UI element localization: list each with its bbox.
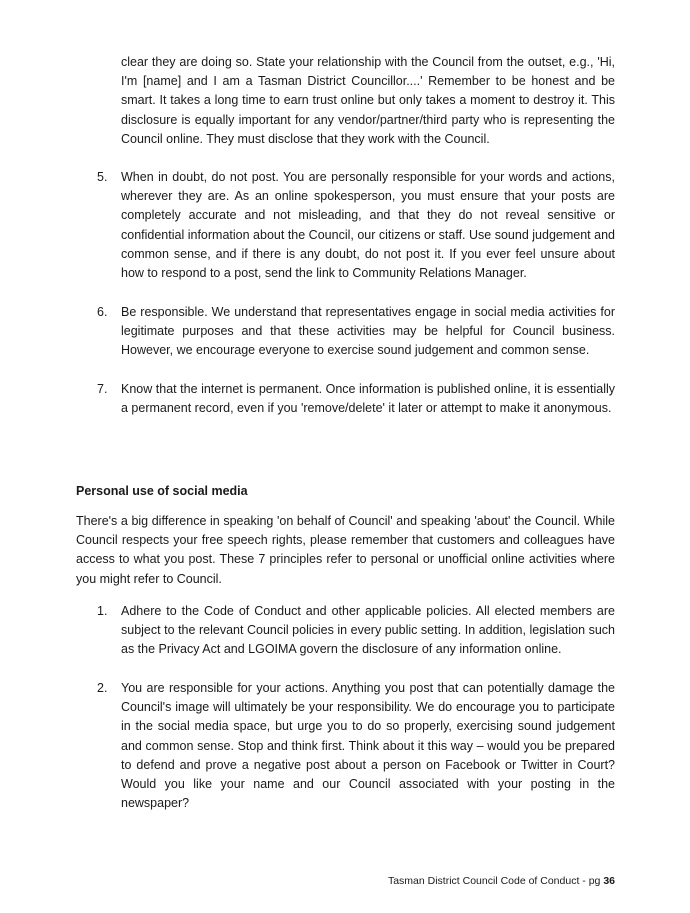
list-item-1 [97, 602, 615, 660]
list-item-2 [97, 679, 615, 813]
list-number: 5. [97, 170, 108, 184]
list-item-6 [97, 303, 615, 361]
list-number: 6. [97, 305, 108, 319]
list-number: 7. [97, 382, 108, 396]
list-item-5 [97, 168, 615, 283]
footer-label: Tasman District Council Code of Conduct - pg [387, 875, 601, 887]
list-item-text: Know that the internet is permanent. Once information is published online, it is essentially a permanent record, even if you 'remove/delete' it later or attempt to make it anonymous. [121, 382, 615, 416]
list-item-text: You are responsible for your actions. Anything you post that can potentially damage the Council's image will ultimately be your responsibility. We do encourage you to participate in the social media space, but urge you to do so properly, exercising sound judgement and common sense. Stop and think first. Think about it this way – would you be prepared to defend and prove a negative post about a person on Facebook or Twitter in Court? Would you like your name and our Council associated with your posting in the newspaper? [121, 681, 615, 811]
section-heading: Personal use of social media [76, 484, 248, 498]
list-item-text: When in doubt, do not post. You are personally responsible for your words and actions, wherever they are. As an online spokesperson, you must ensure that your posts are completely accurate and not misleading, and that they do not reveal sensitive or confidential information about the Council, our citizens or staff. Use sound judgement and common sense, and if there is any doubt, do not post it. If you ever feel unsure about how to respond to a post, send the link to Community Relations Manager. [121, 170, 615, 281]
list-item-text: Adhere to the Code of Conduct and other applicable policies. All elected members are subject to the relevant Council policies in every public setting. In addition, legislation such as the Privacy Act and LGOIMA govern the disclosure of any information online. [121, 604, 615, 657]
list-number: 1. [97, 604, 108, 618]
list-item-text: Be responsible. We understand that representatives engage in social media activities for legitimate purposes and that these activities may be helpful for Council business. However, we encourage everyone to exercise sound judgement and common sense. [121, 305, 615, 358]
page-footer [388, 874, 615, 888]
section-intro: There's a big difference in speaking 'on behalf of Council' and speaking 'about' the Council. While Council respects your free speech rights, please remember that customers and colleagues have access to what you post. These 7 principles refer to personal or unofficial online activities where you might refer to Council. [76, 514, 615, 586]
page-number: 36 [603, 875, 615, 887]
continued-paragraph: clear they are doing so. State your relationship with the Council from the outset, e.g., 'Hi, I'm [name] and I am a Tasman District Councillor....' Remember to be honest and be smart. It takes a long time to earn trust online but only takes a moment to destroy it. This disclosure is equally important for any vendor/partner/third party who is representing the Council online. They must disclose that they work with the Council. [121, 55, 615, 146]
list-number: 2. [97, 681, 108, 695]
list-item-7 [97, 380, 615, 418]
